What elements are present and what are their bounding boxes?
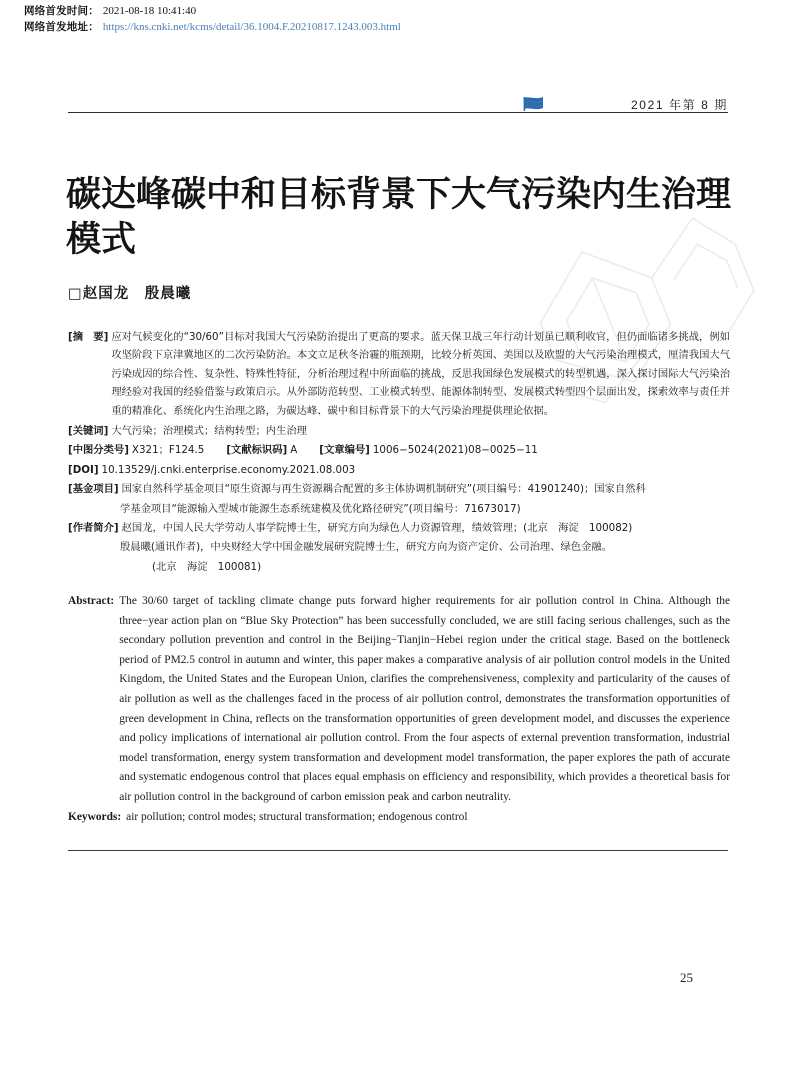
page-sheet xyxy=(0,62,793,1077)
classification-row xyxy=(68,441,730,459)
cnki-date-row xyxy=(24,4,764,20)
bio-row-3 xyxy=(68,558,730,576)
journal-flag-logo-icon xyxy=(523,96,545,112)
article-title: 碳达峰碳中和目标背景下大气污染内生治理模式 xyxy=(66,175,732,261)
english-abstract-block xyxy=(68,592,730,827)
english-abstract xyxy=(68,592,730,808)
header-rule xyxy=(68,112,728,113)
running-head xyxy=(68,86,728,114)
author-bio-label: [作者简介] xyxy=(68,522,119,535)
issue-label: 2021 年第 8 期 xyxy=(631,98,728,112)
author-line: □赵国龙 殷晨曦 xyxy=(68,286,192,302)
doc-code-label: [文献标识码] xyxy=(226,444,288,457)
doi-value: 10.13529/j.cnki.enterprise.economy.2021.08.003 xyxy=(101,463,356,476)
funding-text-line-1: 国家自然科学基金项目“原生资源与再生资源耦合配置的多主体协调机制研究”(项目编号：41901240)；国家自然科 xyxy=(121,483,646,496)
cnki-url-row xyxy=(24,20,764,36)
cnki-url-label: 网络首发地址： xyxy=(24,20,99,33)
cnki-url-link[interactable]: https://kns.cnki.net/kcms/detail/36.1004.F.20210817.1243.003.html xyxy=(102,20,401,33)
english-abstract-text: The 30/60 target of tackling climate change puts forward higher requirements for air pollution control in China. Although the three−year action plan on “Blue Sky Protection” has been successfully concluded, we are still facing serious challenges, such as the secondary pollution prevention and control in the Beijing−Tianjin−Hebei region under the critical stage. Based on the bottleneck period of PM2.5 control in autumn and winter, this paper makes a comparative analysis of air pollution control models in the United Kingdom, the United States and the European Union, clarifies the comprehensiveness, complexity and particularity of the causes of air pollution as well as the challenges faced in the process of air pollution control, demonstrates the transformation opportunities of green development in China, reflects on the transformation opportunities of green development model, and discusses the experience and policy implications of international air pollution control. From the four aspects of external prevention transformation, industrial model transformation, energy system transformation and development model transformation, the paper explores the path of accurate and systematic endogenous control that places equal emphasis on efficiency and responsibility, which provides a theoretical basis for air pollution control in the background of carbon emission peak and carbon neutrality. xyxy=(119,595,730,803)
clc-label: [中图分类号] xyxy=(68,444,129,457)
english-keywords-label: Keywords: xyxy=(68,810,122,823)
chinese-abstract-text: 应对气候变化的“30/60”目标对我国大气污染防治提出了更高的要求。蓝天保卫战三年行动计划虽已顺利收官，但仍面临诸多挑战，例如攻坚阶段下京津冀地区的二次污染防治。本文立足秋冬治霾的瓶颈期，比较分析英国、美国以及欧盟的大气污染治理模式，厘清我国大气污染成因的综合性、复杂性、特殊性特征，分析治理过程中所面临的挑战，反思我国绿色发展模式的转型机遇，深入探讨国际大气污染治理经验对我国的经验借鉴与政策启示。从外部防范转型、工业模式转型、能源体制转型、发展模式转型四个层面出发，探索效率与责任并重的精准化、系统化内生治理之路，为碳达峰、碳中和目标背景下的大气污染治理提供理论依据。 xyxy=(111,331,730,417)
author-bio-line-3: (北京 海淀 100081) xyxy=(152,560,262,573)
english-abstract-label: Abstract: xyxy=(68,595,115,607)
english-keywords-text: air pollution; control modes; structural transformation; endogenous control xyxy=(126,810,468,823)
cnki-date-label: 网络首发时间： xyxy=(24,5,99,17)
doc-code-value: A xyxy=(290,444,298,457)
chinese-abstract-label: [摘 要] xyxy=(68,331,109,343)
article-number-label: [文章编号] xyxy=(319,444,370,457)
page-number: 25 xyxy=(680,970,693,985)
author-bio-line-1: 赵国龙，中国人民大学劳动人事学院博士生，研究方向为绿色人力资源管理，绩效管理；(北京 海淀 100082) xyxy=(121,522,633,535)
chinese-keywords-label: [关键词] xyxy=(68,425,109,438)
footer-rule xyxy=(68,850,728,851)
funding-row-2 xyxy=(68,500,730,518)
bio-row-2 xyxy=(68,538,730,556)
bio-row-1 xyxy=(68,519,730,537)
funding-text-line-2: 学基金项目“能源输入型城市能源生态系统建模及优化路径研究”(项目编号：71673017) xyxy=(120,502,521,515)
article-number-value: 1006−5024(2021)08−0025−11 xyxy=(372,444,538,457)
cnki-date-value: 2021-08-18 10:41:40 xyxy=(102,5,197,17)
chinese-keywords xyxy=(68,422,730,440)
author-bio-line-2: 殷晨曦(通讯作者)，中央财经大学中国金融发展研究院博士生，研究方向为资产定价、公司治理、绿色金融。 xyxy=(120,541,612,554)
english-keywords xyxy=(68,808,730,828)
chinese-keywords-text: 大气污染；治理模式；结构转型；内生治理 xyxy=(111,425,307,438)
chinese-abstract xyxy=(68,328,730,420)
chinese-metadata-block xyxy=(68,328,730,577)
clc-value: X321；F124.5 xyxy=(131,444,205,457)
cnki-first-release-header xyxy=(24,4,764,36)
doi-row xyxy=(68,461,730,479)
funding-label: [基金项目] xyxy=(68,483,119,496)
funding-row-1 xyxy=(68,480,730,498)
doi-label: [DOI] xyxy=(68,463,99,476)
